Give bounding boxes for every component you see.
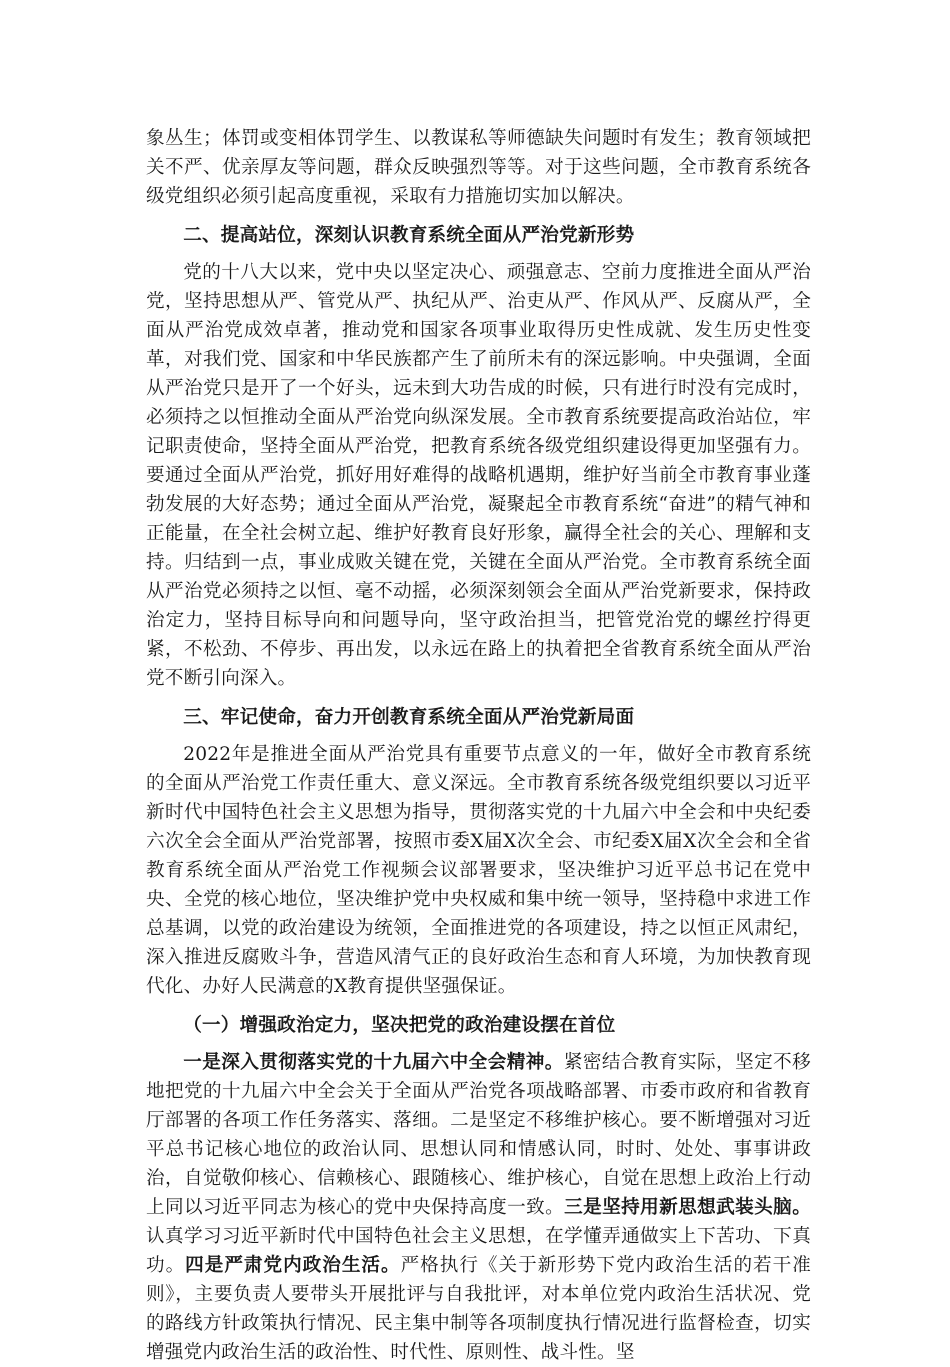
point-1-lead: 一是深入贯彻落实党的十九届六中全会精神。 xyxy=(183,1052,564,1073)
point-1-text: 紧密结合教育实际，坚定不移地把党的十九届六中全会关于全面从严治党各项战略部署、市委市政府和省教育厅部署的各项工作任务落实、落细。二是坚定不移维护核心。要不断增强对习近平总书记核心地位的政治认同、思想认同和情感认同，时时、处处、事事讲政治，自觉敬仰核心、信赖核心、跟随核心、维护核心，自觉在思想上政治上行动上同以习近平同志为核心的党中央保持高度一致。 xyxy=(146,1052,811,1218)
point-4-text: 严格执行《关于新形势下党内政治生活的若干准则》，主要负责人要带头开展批评与自我批评，对本单位党内政治生活状况、党的路线方针政策执行情况、民主集中制等各项制度执行情况进行监督检查，切实增强党内政治生活的政治性、时代性、原则性、战斗性。坚 xyxy=(146,1255,812,1363)
point-3-text: 认真学习习近平新时代中国特色社会主义思想，在学懂弄通做实上下苦功、下真功。 xyxy=(146,1226,811,1276)
point-3-lead: 三是坚持用新思想武装头脑。 xyxy=(564,1197,811,1218)
paragraph-subsection-1 xyxy=(146,1048,811,1367)
paragraph-section-2: 党的十八大以来，党中央以坚定决心、顽强意志、空前力度推进全面从严治党，坚持思想从严、管党从严、执纪从严、治吏从严、作风从严、反腐从严，全面从严治党成效卓著，推动党和国家各项事业取得历史性成就、发生历史性变革，对我们党、国家和中华民族都产生了前所未有的深远影响。中央强调，全面从严治党只是开了一个好头，远未到大功告成的时候，只有进行时没有完成时，必须持之以恒推动全面从严治党向纵深发展。全市教育系统要提高政治站位，牢记职责使命，坚持全面从严治党，把教育系统各级党组织建设得更加坚强有力。要通过全面从严治党，抓好用好难得的战略机遇期，维护好当前全市教育事业蓬勃发展的大好态势；通过全面从严治党，凝聚起全市教育系统“奋进”的精气神和正能量，在全社会树立起、维护好教育良好形象，赢得全社会的关心、理解和支持。归结到一点，事业成败关键在党，关键在全面从严治党。全市教育系统全面从严治党必须持之以恒、毫不动摇，必须深刻领会全面从严治党新要求，保持政治定力，坚持目标导向和问题导向，坚守政治担当，把管党治党的螺丝拧得更紧，不松劲、不停步、再出发，以永远在路上的执着把全省教育系统全面从严治党不断引向深入。 xyxy=(146,262,811,689)
paragraph-section-3: 2022年是推进全面从严治党具有重要节点意义的一年，做好全市教育系统的全面从严治党工作责任重大、意义深远。全市教育系统各级党组织要以习近平新时代中国特色社会主义思想为指导，贯彻落实党的十九届六中全会和中央纪委六次全会全面从严治党部署，按照市委X届X次全会、市纪委X届X次全会和全省教育系统全面从严治党工作视频会议部署要求，坚决维护习近平总书记在党中央、全党的核心地位，坚决维护党中央权威和集中统一领导，坚持稳中求进工作总基调，以党的政治建设为统领，全面推进党的各项建设，持之以恒正风肃纪，深入推进反腐败斗争，营造风清气正的良好政治生态和育人环境，为加快教育现代化、办好人民满意的X教育提供坚强保证。 xyxy=(146,744,811,997)
section-heading-3: 三、牢记使命，奋力开创教育系统全面从严治党新局面 xyxy=(183,707,635,728)
subsection-heading-1: （一）增强政治定力，坚决把党的政治建设摆在首位 xyxy=(183,1015,616,1036)
section-heading-2: 二、提高站位，深刻认识教育系统全面从严治党新形势 xyxy=(183,225,635,246)
paragraph-continued: 象丛生；体罚或变相体罚学生、以教谋私等师德缺失问题时有发生；教育领域把关不严、优亲厚友等问题，群众反映强烈等等。对于这些问题，全市教育系统各级党组织必须引起高度重视，采取有力措施切实加以解决。 xyxy=(146,128,811,207)
point-4-lead: 四是严肃党内政治生活。 xyxy=(185,1255,401,1276)
document-body xyxy=(146,124,811,1367)
